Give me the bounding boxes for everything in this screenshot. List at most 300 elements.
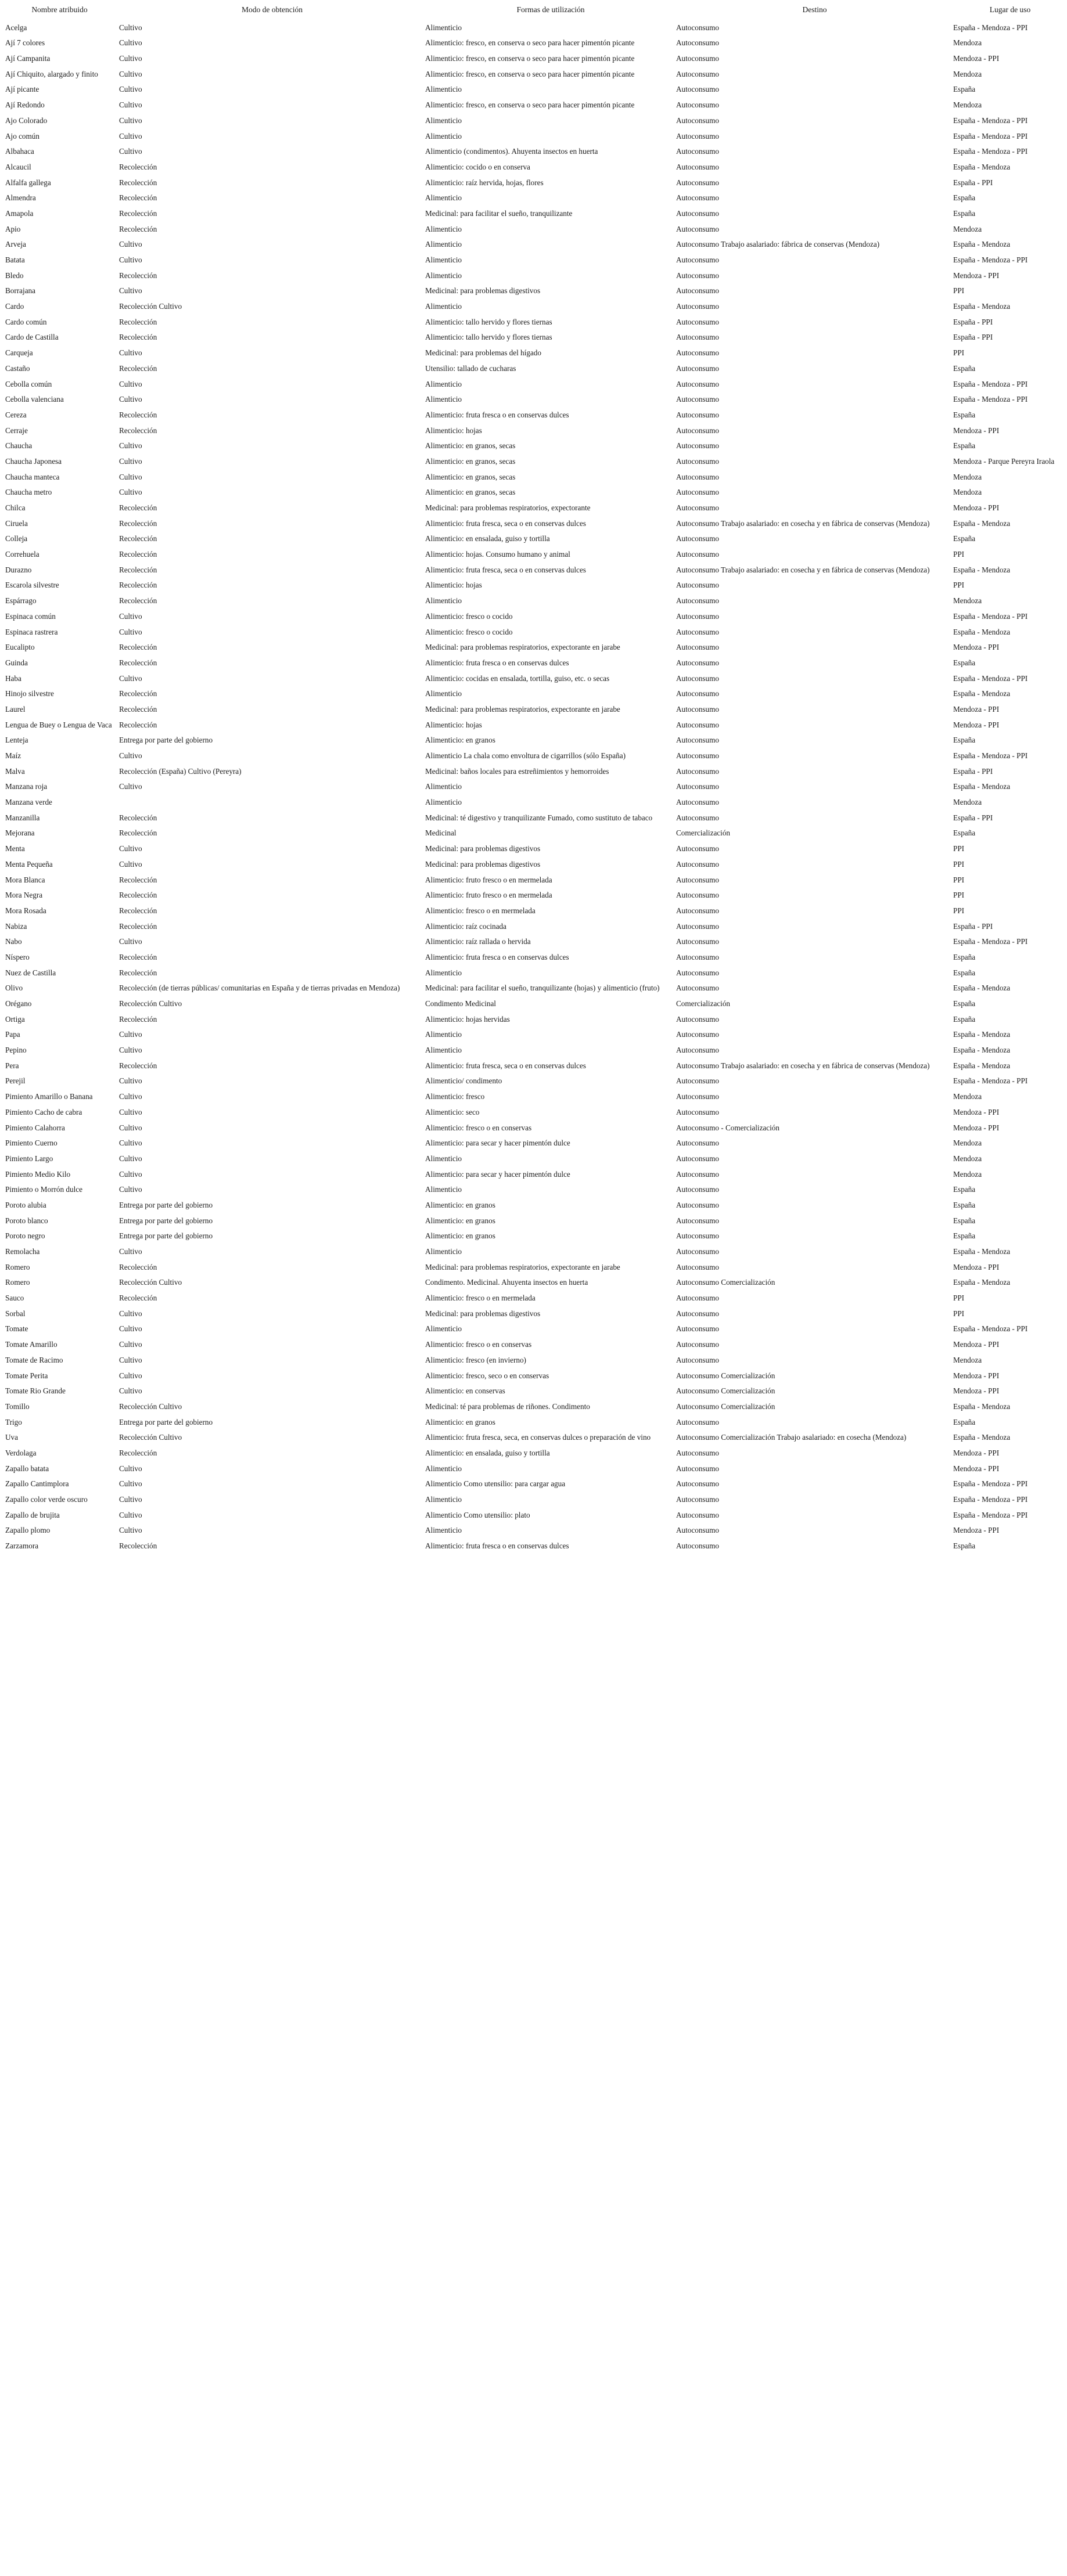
cell-modo: Recolección (119, 503, 157, 513)
table-row (0, 1306, 1067, 1321)
cell-nombre: Mora Blanca (5, 875, 45, 884)
cell-modo: Recolección (119, 550, 157, 559)
cell-nombre: Tomate de Racimo (5, 1355, 63, 1364)
cell-modo: Cultivo (119, 1107, 142, 1116)
cell-destino: Autoconsumo Comercialización (676, 1402, 775, 1411)
cell-formas: Medicinal: para problemas del hígado (425, 348, 541, 358)
cell-formas: Medicinal: té digestivo y tranquilizante Fumado, como sustituto de tabaco (425, 813, 653, 822)
cell-nombre: Ají picante (5, 85, 39, 94)
cell-destino: Autoconsumo (676, 751, 719, 761)
cell-formas: Medicinal: té para problemas de riñones. Condimento (425, 1402, 590, 1411)
cell-destino: Autoconsumo (676, 1139, 719, 1148)
cell-destino: Autoconsumo (676, 844, 719, 853)
cell-modo: Cultivo (119, 1371, 142, 1380)
cell-nombre: Durazno (5, 565, 32, 574)
table-row (0, 345, 1067, 361)
cell-modo: Entrega por parte del gobierno (119, 736, 213, 745)
cell-formas: Medicinal (425, 828, 457, 838)
cell-destino: Autoconsumo (676, 1216, 719, 1225)
table-row (0, 546, 1067, 562)
cell-lugar: España (953, 363, 976, 373)
cell-modo: Cultivo (119, 488, 142, 497)
cell-destino: Autoconsumo (676, 1464, 719, 1473)
cell-lugar: Mendoza - PPI (953, 1526, 1000, 1535)
cell-nombre: Alcaucil (5, 162, 31, 171)
table-row (0, 1104, 1067, 1120)
cell-nombre: Alfalfa gallega (5, 178, 51, 187)
table-row (0, 717, 1067, 733)
cell-nombre: Espinaca común (5, 611, 56, 621)
cell-nombre: Nabiza (5, 921, 27, 931)
cell-nombre: Manzana verde (5, 798, 52, 807)
cell-destino: Autoconsumo (676, 550, 719, 559)
cell-destino: Autoconsumo (676, 472, 719, 481)
cell-lugar: Mendoza - PPI (953, 426, 1000, 435)
cell-lugar: España - Mendoza - PPI (953, 255, 1028, 265)
cell-destino: Autoconsumo (676, 1541, 719, 1551)
cell-formas: Alimenticio: fresco o en conservas (425, 1340, 532, 1349)
table-row (0, 671, 1067, 686)
cell-destino: Autoconsumo (676, 937, 719, 946)
cell-modo: Cultivo (119, 1092, 142, 1101)
cell-modo: Cultivo (119, 116, 142, 125)
cell-nombre: Pimiento Largo (5, 1154, 53, 1163)
cell-nombre: Menta (5, 844, 25, 853)
cell-modo: Cultivo (119, 441, 142, 451)
cell-formas: Alimenticio: en ensalada, guiso y tortilla (425, 534, 550, 543)
cell-destino: Autoconsumo (676, 348, 719, 358)
cell-lugar: Mendoza (953, 1139, 982, 1148)
cell-formas: Alimenticio: fruta fresca o en conservas dulces (425, 658, 569, 667)
cell-lugar: España - Mendoza (953, 1046, 1011, 1055)
cell-destino: Autoconsumo (676, 673, 719, 683)
cell-modo (119, 794, 425, 810)
cell-lugar: España - Mendoza (953, 565, 1011, 574)
cell-formas: Alimenticio (425, 395, 462, 404)
table-row (0, 1197, 1067, 1213)
cell-modo: Recolección Cultivo (119, 1433, 182, 1442)
cell-nombre: Bledo (5, 271, 24, 280)
cell-lugar: PPI (953, 348, 965, 358)
cell-destino: Autoconsumo Trabajo asalariado: en cosecha y en fábrica de conservas (Mendoza) (676, 1061, 930, 1070)
cell-lugar: España (953, 1417, 976, 1426)
cell-modo: Cultivo (119, 286, 142, 296)
cell-modo: Recolección (119, 1448, 157, 1457)
cell-destino: Autoconsumo (676, 1340, 719, 1349)
cell-lugar: España (953, 1014, 976, 1024)
cell-modo: Cultivo (119, 673, 142, 683)
cell-modo: Cultivo (119, 859, 142, 869)
cell-formas: Condimento. Medicinal. Ahuyenta insectos en huerta (425, 1278, 588, 1287)
cell-lugar: Mendoza - PPI (953, 54, 1000, 63)
cell-modo: Cultivo (119, 1123, 142, 1132)
cell-modo: Cultivo (119, 456, 142, 466)
cell-lugar: Mendoza (953, 1355, 982, 1364)
table-row (0, 1430, 1067, 1446)
cell-nombre: Trigo (5, 1417, 22, 1426)
cell-lugar: PPI (953, 906, 965, 915)
cell-nombre: Manzana roja (5, 782, 48, 791)
cell-destino: Autoconsumo (676, 1014, 719, 1024)
cell-modo: Cultivo (119, 379, 142, 388)
cell-lugar: Mendoza - PPI (953, 1107, 1000, 1116)
cell-destino: Autoconsumo (676, 1046, 719, 1055)
cell-lugar: Mendoza - PPI (953, 704, 1000, 714)
table-row (0, 500, 1067, 516)
table-row (0, 453, 1067, 469)
cell-destino: Autoconsumo (676, 410, 719, 419)
cell-nombre: Zapallo de brujita (5, 1510, 60, 1519)
table-row (0, 531, 1067, 547)
cell-destino: Autoconsumo (676, 1479, 719, 1489)
cell-destino: Autoconsumo (676, 689, 719, 698)
table-row (0, 1136, 1067, 1151)
cell-modo: Recolección (119, 875, 157, 884)
cell-formas: Alimenticio Como utensilio: para cargar agua (425, 1479, 566, 1489)
cell-destino: Autoconsumo Comercialización (676, 1386, 775, 1396)
cell-formas: Alimenticio: fruto fresco o en mermelada (425, 875, 552, 884)
cell-formas: Alimenticio (425, 255, 462, 265)
cell-modo: Recolección (119, 162, 157, 171)
cell-destino: Autoconsumo (676, 503, 719, 513)
table-row (0, 190, 1067, 206)
cell-modo: Cultivo (119, 23, 142, 32)
table-row (0, 1384, 1067, 1399)
cell-nombre: Albahaca (5, 147, 34, 156)
cell-nombre: Zapallo Cantimplora (5, 1479, 69, 1489)
cell-nombre: Sauco (5, 1294, 24, 1303)
cell-destino: Autoconsumo Comercialización (676, 1371, 775, 1380)
cell-nombre: Poroto blanco (5, 1216, 48, 1225)
cell-lugar: España - Mendoza (953, 782, 1011, 791)
cell-nombre: Ajo común (5, 131, 39, 140)
table-row (0, 1461, 1067, 1476)
cell-nombre: Cereza (5, 410, 27, 419)
cell-formas: Alimenticio: para secar y hacer pimentón dulce (425, 1139, 570, 1148)
cell-lugar: Mendoza - PPI (953, 1464, 1000, 1473)
table-row (0, 35, 1067, 51)
cell-nombre: Pimiento Cuerno (5, 1139, 58, 1148)
cell-modo: Cultivo (119, 844, 142, 853)
cell-formas: Alimenticio: raíz rallada o hervida (425, 937, 531, 946)
cell-formas: Medicinal: para facilitar el sueño, tranquilizante (425, 208, 573, 218)
table-row (0, 624, 1067, 640)
cell-formas: Alimenticio: fruta fresca, seca o en conservas dulces (425, 518, 586, 528)
cell-formas: Alimenticio (425, 798, 462, 807)
cell-lugar: Mendoza (953, 100, 982, 110)
cell-modo: Cultivo (119, 1386, 142, 1396)
cell-lugar: España (953, 999, 976, 1008)
cell-lugar: Mendoza - PPI (953, 271, 1000, 280)
table-row (0, 175, 1067, 190)
cell-modo: Cultivo (119, 1030, 142, 1039)
cell-formas: Medicinal: para facilitar el sueño, tranquilizante (hojas) y alimenticio (fruto) (425, 983, 660, 993)
cell-lugar: España (953, 85, 976, 94)
table-row (0, 949, 1067, 965)
cell-nombre: Menta Pequeña (5, 859, 53, 869)
cell-nombre: Ajo Colorado (5, 116, 48, 125)
cell-lugar: España (953, 1200, 976, 1209)
cell-lugar: PPI (953, 875, 965, 884)
cell-lugar: España - Mendoza (953, 1247, 1011, 1256)
cell-modo: Recolección (119, 968, 157, 977)
header-modo: Modo de obtención (242, 5, 303, 14)
table-row (0, 578, 1067, 593)
table-row (0, 1476, 1067, 1492)
cell-formas: Alimenticio (425, 782, 462, 791)
table-row (0, 1042, 1067, 1058)
cell-modo: Cultivo (119, 1526, 142, 1535)
cell-formas: Alimenticio: hojas (425, 426, 482, 435)
cell-formas: Alimenticio (425, 131, 462, 140)
cell-formas: Medicinal: para problemas digestivos (425, 859, 541, 869)
cell-modo: Recolección Cultivo (119, 1402, 182, 1411)
cell-destino: Autoconsumo (676, 131, 719, 140)
cell-nombre: Chaucha manteca (5, 472, 60, 481)
cell-formas: Alimenticio: fresco (en invierno) (425, 1355, 526, 1364)
cell-destino: Autoconsumo (676, 891, 719, 900)
cell-lugar: España - Mendoza - PPI (953, 1479, 1028, 1489)
cell-destino: Autoconsumo (676, 38, 719, 48)
cell-formas: Alimenticio: hojas. Consumo humano y animal (425, 550, 570, 559)
cell-destino: Autoconsumo (676, 782, 719, 791)
table-row (0, 1445, 1067, 1461)
cell-formas: Alimenticio Como utensilio: plato (425, 1510, 530, 1519)
cell-formas: Alimenticio: fresco, seco o en conservas (425, 1371, 549, 1380)
cell-modo: Cultivo (119, 1309, 142, 1318)
cell-destino: Autoconsumo (676, 178, 719, 187)
cell-lugar: España - Mendoza - PPI (953, 395, 1028, 404)
cell-nombre: Amapola (5, 208, 34, 218)
cell-lugar: España (953, 736, 976, 745)
header-lugar: Lugar de uso (989, 5, 1031, 14)
cell-formas: Alimenticio: tallo hervido y flores tiernas (425, 333, 552, 342)
cell-destino: Autoconsumo (676, 798, 719, 807)
cell-lugar: España (953, 1231, 976, 1241)
cell-formas: Utensilio: tallado de cucharas (425, 363, 516, 373)
cell-nombre: Lenteja (5, 736, 28, 745)
cell-lugar: Mendoza - PPI (953, 1262, 1000, 1271)
cell-formas: Alimenticio (425, 689, 462, 698)
cell-nombre: Lengua de Buey o Lengua de Vaca (5, 720, 112, 729)
cell-destino: Autoconsumo (676, 162, 719, 171)
cell-destino: Autoconsumo (676, 1185, 719, 1194)
cell-lugar: España - Mendoza - PPI (953, 1495, 1028, 1504)
cell-destino: Autoconsumo (676, 23, 719, 32)
cell-modo: Recolección (119, 581, 157, 590)
cell-lugar: España - Mendoza (953, 302, 1011, 311)
cell-formas: Alimenticio (425, 1495, 462, 1504)
cell-formas: Alimenticio (425, 240, 462, 249)
table-row (0, 159, 1067, 175)
cell-destino: Autoconsumo (676, 1324, 719, 1334)
cell-formas: Alimenticio (425, 302, 462, 311)
cell-modo: Recolección (119, 208, 157, 218)
cell-lugar: España (953, 441, 976, 451)
cell-lugar: España - Mendoza (953, 1402, 1011, 1411)
cell-lugar: España (953, 534, 976, 543)
cell-destino: Autoconsumo (676, 1526, 719, 1535)
cell-nombre: Maíz (5, 751, 21, 761)
table-row (0, 51, 1067, 66)
cell-nombre: Pera (5, 1061, 19, 1070)
cell-nombre: Apio (5, 224, 21, 233)
cell-modo: Recolección (119, 689, 157, 698)
cell-modo: Cultivo (119, 1495, 142, 1504)
cell-destino: Autoconsumo (676, 1231, 719, 1241)
cell-modo: Recolección (119, 643, 157, 652)
cell-lugar: Mendoza (953, 38, 982, 48)
cell-nombre: Chilca (5, 503, 26, 513)
cell-modo: Recolección (119, 224, 157, 233)
cell-nombre: Mora Rosada (5, 906, 46, 915)
cell-modo: Cultivo (119, 69, 142, 78)
cell-lugar: España - Mendoza (953, 689, 1011, 698)
cell-nombre: Mora Negra (5, 891, 43, 900)
cell-formas: Alimenticio: tallo hervido y flores tiernas (425, 317, 552, 326)
cell-lugar: PPI (953, 891, 965, 900)
cell-destino: Autoconsumo (676, 193, 719, 203)
cell-destino: Autoconsumo (676, 271, 719, 280)
cell-destino: Autoconsumo (676, 1448, 719, 1457)
cell-destino: Autoconsumo (676, 1495, 719, 1504)
cell-modo: Cultivo (119, 395, 142, 404)
cell-destino: Autoconsumo (676, 1169, 719, 1179)
cell-destino: Autoconsumo (676, 333, 719, 342)
cell-modo: Cultivo (119, 100, 142, 110)
cell-destino: Autoconsumo (676, 1309, 719, 1318)
cell-nombre: Ají 7 colores (5, 38, 45, 48)
cell-formas: Alimenticio (425, 116, 462, 125)
cell-nombre: Eucalipto (5, 643, 35, 652)
cell-formas: Medicinal: para problemas digestivos (425, 844, 541, 853)
cell-nombre: Papa (5, 1030, 20, 1039)
cell-modo: Cultivo (119, 1076, 142, 1086)
table-row (0, 82, 1067, 98)
cell-modo: Recolección (119, 658, 157, 667)
table-row (0, 701, 1067, 717)
cell-nombre: Sorbal (5, 1309, 26, 1318)
cell-nombre: Batata (5, 255, 25, 265)
cell-destino: Autoconsumo (676, 426, 719, 435)
cell-lugar: Mendoza (953, 472, 982, 481)
cell-nombre: Nabo (5, 937, 22, 946)
cell-nombre: Borrajana (5, 286, 35, 296)
cell-destino: Autoconsumo (676, 704, 719, 714)
cell-destino: Autoconsumo - Comercialización (676, 1123, 779, 1132)
table-row (0, 438, 1067, 454)
cell-destino: Autoconsumo (676, 581, 719, 590)
cell-lugar: Mendoza - PPI (953, 503, 1000, 513)
cell-lugar: España - Mendoza (953, 983, 1011, 993)
cell-destino: Autoconsumo (676, 286, 719, 296)
cell-nombre: Ají Campanita (5, 54, 51, 63)
cell-destino: Autoconsumo (676, 54, 719, 63)
cell-destino: Autoconsumo (676, 116, 719, 125)
cell-formas: Alimenticio: raíz cocinada (425, 921, 506, 931)
cell-destino: Autoconsumo (676, 720, 719, 729)
cell-formas: Medicinal: para problemas digestivos (425, 1309, 541, 1318)
cell-lugar: Mendoza (953, 224, 982, 233)
cell-nombre: Colleja (5, 534, 28, 543)
cell-destino: Autoconsumo Trabajo asalariado: en cosecha y en fábrica de conservas (Mendoza) (676, 518, 930, 528)
cell-formas: Alimenticio (425, 1464, 462, 1473)
cell-formas: Alimenticio (425, 193, 462, 203)
cell-nombre: Almendra (5, 193, 36, 203)
cell-formas: Alimenticio: fruta fresca o en conservas dulces (425, 410, 569, 419)
table-row (0, 516, 1067, 531)
cell-destino: Autoconsumo (676, 1107, 719, 1116)
cell-destino: Autoconsumo (676, 906, 719, 915)
cell-nombre: Ají Redondo (5, 100, 45, 110)
cell-modo: Cultivo (119, 85, 142, 94)
cell-lugar: Mendoza (953, 596, 982, 606)
cell-nombre: Pimiento o Morrón dulce (5, 1185, 82, 1194)
cell-modo: Recolección (119, 1014, 157, 1024)
cell-formas: Alimenticio: hojas (425, 720, 482, 729)
table-row (0, 1491, 1067, 1507)
cell-lugar: España - Mendoza (953, 1061, 1011, 1070)
cell-modo: Entrega por parte del gobierno (119, 1417, 213, 1426)
table-row (0, 1151, 1067, 1166)
table-row (0, 1538, 1067, 1554)
cell-lugar: España - Mendoza - PPI (953, 131, 1028, 140)
table-row (0, 298, 1067, 314)
cell-destino: Autoconsumo (676, 813, 719, 822)
cell-nombre: Zarzamora (5, 1541, 39, 1551)
header-destino: Destino (802, 5, 827, 14)
cell-nombre: Correhuela (5, 550, 39, 559)
cell-modo: Cultivo (119, 1355, 142, 1364)
cell-lugar: España - Mendoza - PPI (953, 116, 1028, 125)
cell-formas: Alimenticio (425, 968, 462, 977)
cell-lugar: Mendoza (953, 69, 982, 78)
cell-formas: Alimenticio: fruta fresca o en conservas dulces (425, 1541, 569, 1551)
cell-formas: Alimenticio (425, 1046, 462, 1055)
cell-formas: Alimenticio: en granos (425, 1216, 495, 1225)
cell-lugar: España - Mendoza - PPI (953, 751, 1028, 761)
cell-nombre: Espárrago (5, 596, 37, 606)
cell-formas: Alimenticio: en conservas (425, 1386, 505, 1396)
cell-modo: Recolección Cultivo (119, 302, 182, 311)
table-row (0, 1228, 1067, 1244)
table-row (0, 361, 1067, 376)
cell-formas: Alimenticio: fruto fresco o en mermelada (425, 891, 552, 900)
cell-lugar: Mendoza - PPI (953, 1371, 1000, 1380)
cell-modo: Entrega por parte del gobierno (119, 1200, 213, 1209)
cell-formas: Alimenticio: en granos (425, 1417, 495, 1426)
cell-formas: Medicinal: para problemas digestivos (425, 286, 541, 296)
cell-lugar: España (953, 828, 976, 838)
cell-lugar: España - PPI (953, 921, 993, 931)
cell-modo: Recolección (119, 317, 157, 326)
cell-formas: Alimenticio: en granos (425, 1231, 495, 1241)
cell-lugar: Mendoza - PPI (953, 643, 1000, 652)
table-row (0, 113, 1067, 128)
cell-destino: Autoconsumo (676, 983, 719, 993)
cell-nombre: Cardo de Castilla (5, 333, 59, 342)
cell-formas: Condimento Medicinal (425, 999, 496, 1008)
table-row (0, 794, 1067, 810)
cell-lugar: España - Mendoza - PPI (953, 1324, 1028, 1334)
cell-formas: Alimenticio: fresco, en conserva o seco para hacer pimentón picante (425, 100, 635, 110)
cell-nombre: Ciruela (5, 518, 28, 528)
cell-modo: Recolección (119, 952, 157, 961)
table-row (0, 206, 1067, 221)
table-row (0, 1089, 1067, 1104)
cell-nombre: Tomate Perita (5, 1371, 48, 1380)
cell-nombre: Pimiento Medio Kilo (5, 1169, 71, 1179)
